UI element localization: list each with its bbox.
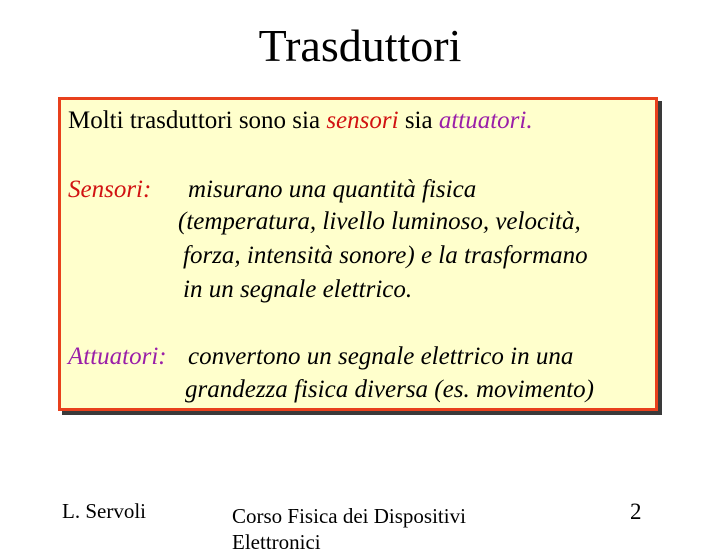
intro-attuatori-word: attuatori. xyxy=(438,107,533,134)
intro-line xyxy=(68,106,533,136)
intro-sensori-word: sensori xyxy=(326,107,399,134)
footer-course xyxy=(232,503,532,554)
slide-title: Trasduttori xyxy=(258,20,462,71)
intro-prefix: Molti trasduttori sono sia xyxy=(68,107,327,134)
attuatori-line-2: grandezza fisica diversa (es. movimento) xyxy=(185,376,594,403)
attuatori-line-1: convertono un segnale elettrico in una xyxy=(188,343,574,370)
sensori-line-2: (temperatura, livello luminoso, velocità, xyxy=(178,208,581,235)
footer-course-line-1: Corso Fisica dei Dispositivi xyxy=(232,504,466,528)
footer-course-line-2: Elettronici xyxy=(232,530,321,554)
sensori-line-4: in un segnale elettrico. xyxy=(183,276,413,303)
sensori-line-1: misurano una quantità fisica xyxy=(188,176,477,203)
sensori-label: Sensori: xyxy=(68,176,152,203)
footer-page-number: 2 xyxy=(630,499,642,524)
definition-box xyxy=(58,97,658,411)
footer-author: L. Servoli xyxy=(62,499,146,523)
intro-middle: sia xyxy=(398,107,439,134)
attuatori-label: Attuatori: xyxy=(68,343,167,370)
sensori-line-3: forza, intensità sonore) e la trasformano xyxy=(183,242,588,269)
